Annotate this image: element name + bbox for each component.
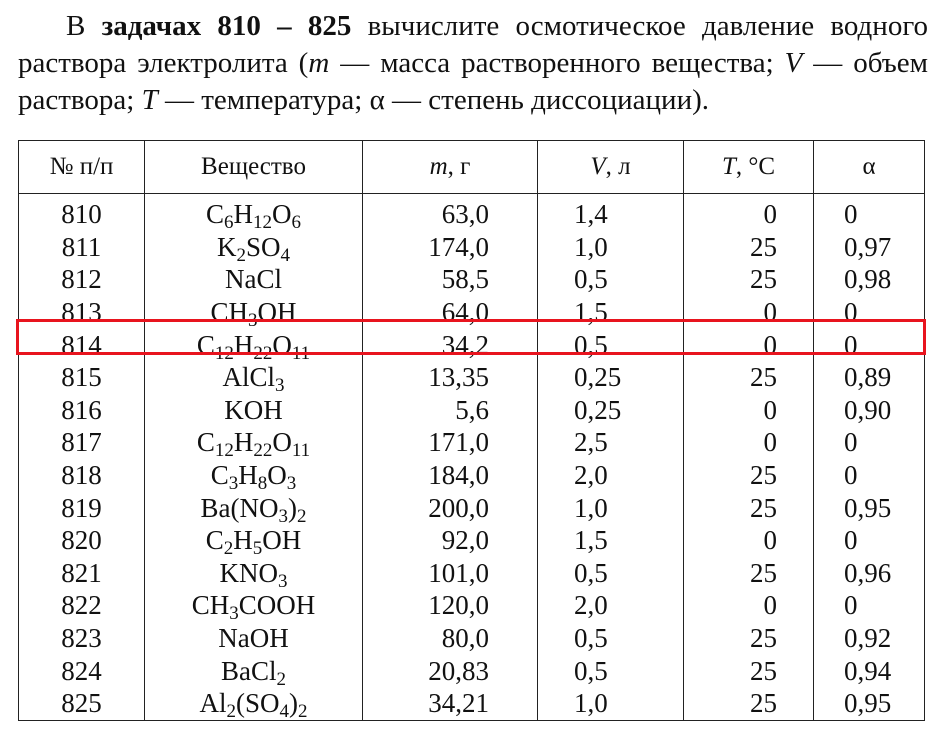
- cell-number: 810: [19, 194, 145, 231]
- cell-substance: [145, 361, 363, 397]
- header-mass-unit: , г: [447, 153, 471, 180]
- cell-volume: 1,0: [538, 687, 684, 720]
- cell-volume: 0,5: [538, 622, 684, 655]
- header-volume-unit: , л: [605, 153, 631, 180]
- formula-subscript: 3: [286, 473, 297, 495]
- cell-temperature: 25: [684, 557, 814, 590]
- temperature-variable: T: [141, 84, 158, 116]
- formula-text: K: [216, 231, 237, 262]
- intro-text-4: — температура; α — степень диссоциации).: [157, 84, 710, 116]
- table-row: [19, 459, 925, 492]
- cell-temperature: 25: [684, 491, 814, 524]
- cell-volume: 2,5: [538, 426, 684, 459]
- formula-text: O: [267, 460, 287, 491]
- table-row: [19, 194, 925, 231]
- table-row: [19, 296, 925, 329]
- table-row: [19, 263, 925, 296]
- cell-volume: 0,25: [538, 394, 684, 427]
- formula-text: Ba(NO: [200, 492, 279, 523]
- cell-number: 824: [19, 654, 145, 687]
- cell-alpha: 0,97: [814, 231, 925, 264]
- cell-number: 825: [19, 687, 145, 720]
- formula-text: ): [289, 688, 298, 719]
- cell-alpha: 0,89: [814, 361, 925, 394]
- formula-subscript: 11: [291, 440, 311, 462]
- cell-alpha: 0,98: [814, 263, 925, 296]
- formula-text: KNO: [219, 557, 278, 588]
- formula-subscript: 3: [278, 505, 288, 527]
- cell-alpha: 0: [814, 426, 925, 459]
- formula-subscript: 2: [296, 505, 307, 527]
- formula-text: SO: [245, 231, 281, 262]
- electrolyte-data-table: [18, 140, 925, 721]
- intro-text-1: вычислите осмотическое давление водного раствора электролита (: [18, 10, 928, 79]
- cell-temperature: 25: [684, 654, 814, 687]
- header-mass: [363, 141, 538, 194]
- formula-text: C: [205, 199, 224, 230]
- cell-substance: [145, 296, 363, 332]
- table-row: [19, 654, 925, 687]
- cell-temperature: 25: [684, 263, 814, 296]
- problem-statement: [18, 8, 928, 119]
- cell-substance: [145, 491, 363, 527]
- cell-substance: [145, 194, 363, 234]
- cell-substance: [145, 687, 363, 723]
- formula-subscript: 22: [253, 342, 273, 364]
- cell-substance: [145, 459, 363, 495]
- formula-text: COOH: [238, 590, 316, 621]
- cell-alpha: 0: [814, 296, 925, 329]
- cell-mass: 63,0: [363, 194, 538, 231]
- formula-subscript: 2: [236, 244, 246, 266]
- formula-text: H: [238, 460, 258, 491]
- cell-alpha: 0,96: [814, 557, 925, 590]
- cell-substance: [145, 328, 363, 364]
- formula-text: O: [272, 199, 292, 230]
- cell-number: 817: [19, 426, 145, 459]
- cell-alpha: 0: [814, 589, 925, 622]
- formula-text: (SO: [235, 688, 280, 719]
- formula-subscript: 2: [226, 701, 236, 723]
- cell-temperature: 25: [684, 622, 814, 655]
- table-row: [19, 589, 925, 622]
- formula-text: H: [233, 525, 253, 556]
- cell-mass: 101,0: [363, 557, 538, 590]
- cell-mass: 13,35: [363, 361, 538, 394]
- header-mass-var: m: [429, 153, 448, 180]
- cell-number: 820: [19, 524, 145, 557]
- header-temp-var: T: [721, 153, 736, 180]
- formula-text: O: [272, 329, 292, 360]
- cell-number: 818: [19, 459, 145, 492]
- formula-subscript: 4: [280, 244, 290, 266]
- cell-alpha: 0: [814, 524, 925, 557]
- cell-number: 822: [19, 589, 145, 622]
- cell-mass: 5,6: [363, 394, 538, 427]
- cell-volume: 0,5: [538, 328, 684, 361]
- cell-number: 815: [19, 361, 145, 394]
- cell-number: 814: [19, 328, 145, 361]
- cell-number: 812: [19, 263, 145, 296]
- formula-text: CH: [210, 297, 248, 328]
- formula-subscript: 2: [276, 668, 286, 690]
- formula-text: C: [196, 427, 215, 458]
- cell-temperature: 0: [684, 296, 814, 329]
- formula-text: OH: [262, 525, 302, 556]
- cell-temperature: 0: [684, 194, 814, 231]
- formula-subscript: 2: [223, 538, 234, 560]
- cell-substance: [145, 654, 363, 690]
- cell-alpha: 0,94: [814, 654, 925, 687]
- cell-temperature: 0: [684, 328, 814, 361]
- cell-alpha: 0: [814, 328, 925, 361]
- formula-text: KOH: [224, 394, 283, 425]
- formula-text: BaCl: [220, 655, 277, 686]
- cell-mass: 120,0: [363, 589, 538, 622]
- table-row: [19, 524, 925, 557]
- cell-temperature: 0: [684, 394, 814, 427]
- table-row: [19, 491, 925, 524]
- cell-mass: 34,2: [363, 328, 538, 361]
- cell-volume: 1,0: [538, 231, 684, 264]
- table-row: [19, 687, 925, 720]
- cell-alpha: 0,92: [814, 622, 925, 655]
- header-volume-var: V: [590, 153, 606, 180]
- cell-number: 811: [19, 231, 145, 264]
- formula-text: C: [205, 525, 224, 556]
- cell-alpha: 0: [814, 459, 925, 492]
- table-row: [19, 426, 925, 459]
- table-header-row: [19, 141, 925, 194]
- cell-volume: 2,0: [538, 459, 684, 492]
- cell-alpha: 0,95: [814, 687, 925, 720]
- cell-temperature: 25: [684, 231, 814, 264]
- formula-text: ): [287, 492, 297, 523]
- cell-mass: 58,5: [363, 263, 538, 296]
- cell-mass: 184,0: [363, 459, 538, 492]
- formula-text: C: [196, 329, 215, 360]
- cell-volume: 0,5: [538, 557, 684, 590]
- formula-subscript: 12: [214, 440, 234, 462]
- task-range: задачах 810 – 825: [101, 10, 352, 42]
- cell-temperature: 0: [684, 589, 814, 622]
- problem-text: [18, 8, 928, 119]
- formula-text: H: [233, 329, 254, 360]
- cell-number: 816: [19, 394, 145, 427]
- table-row: [19, 557, 925, 590]
- cell-mass: 200,0: [363, 491, 538, 524]
- cell-mass: 34,21: [363, 687, 538, 720]
- cell-substance: [145, 394, 363, 427]
- table-row: [19, 622, 925, 655]
- cell-mass: 92,0: [363, 524, 538, 557]
- cell-substance: [145, 622, 363, 655]
- formula-subscript: 6: [291, 212, 301, 234]
- cell-substance: [145, 524, 363, 560]
- formula-text: H: [233, 199, 253, 230]
- header-volume: [538, 141, 684, 194]
- table-row: [19, 328, 925, 361]
- cell-alpha: 0,95: [814, 491, 925, 524]
- formula-subscript: 3: [228, 473, 239, 495]
- cell-alpha: 0,90: [814, 394, 925, 427]
- formula-subscript: 4: [279, 701, 289, 723]
- formula-text: Al: [199, 688, 227, 719]
- cell-substance: [145, 263, 363, 296]
- header-substance: Вещество: [145, 141, 363, 194]
- cell-volume: 0,5: [538, 263, 684, 296]
- formula-text: CH: [191, 590, 230, 621]
- formula-text: O: [272, 427, 292, 458]
- cell-temperature: 0: [684, 426, 814, 459]
- cell-substance: [145, 426, 363, 462]
- cell-volume: 1,5: [538, 296, 684, 329]
- cell-number: 813: [19, 296, 145, 329]
- cell-volume: 1,4: [538, 194, 684, 231]
- formula-text: H: [233, 427, 254, 458]
- cell-number: 819: [19, 491, 145, 524]
- cell-mass: 64,0: [363, 296, 538, 329]
- formula-subscript: 22: [253, 440, 273, 462]
- cell-substance: [145, 231, 363, 264]
- header-alpha: α: [814, 141, 925, 194]
- cell-mass: 174,0: [363, 231, 538, 264]
- cell-alpha: 0: [814, 194, 925, 231]
- cell-temperature: 25: [684, 687, 814, 720]
- cell-mass: 20,83: [363, 654, 538, 687]
- cell-volume: 2,0: [538, 589, 684, 622]
- formula-subscript: 11: [291, 342, 311, 364]
- table-body: [19, 194, 925, 721]
- cell-volume: 1,5: [538, 524, 684, 557]
- formula-subscript: 8: [257, 473, 268, 495]
- table-row: [19, 231, 925, 264]
- cell-substance: [145, 589, 363, 625]
- formula-subscript: 5: [252, 538, 263, 560]
- formula-text: NaCl: [225, 264, 282, 295]
- formula-subscript: 12: [253, 212, 272, 234]
- formula-text: OH: [257, 297, 297, 328]
- formula-subscript: 6: [224, 212, 234, 234]
- cell-temperature: 25: [684, 361, 814, 394]
- formula-subscript: 3: [229, 603, 239, 625]
- formula-subscript: 3: [278, 570, 288, 592]
- formula-subscript: 2: [298, 701, 308, 723]
- cell-number: 821: [19, 557, 145, 590]
- header-temperature: [684, 141, 814, 194]
- volume-variable: V: [784, 47, 803, 79]
- intro-text-3: — объем раствора;: [18, 47, 928, 116]
- cell-number: 823: [19, 622, 145, 655]
- cell-substance: [145, 557, 363, 590]
- intro-text-2: — масса растворенного вещества;: [329, 47, 785, 79]
- formula-subscript: 3: [248, 310, 258, 332]
- cell-volume: 0,5: [538, 654, 684, 687]
- formula-text: AlCl: [222, 362, 275, 393]
- formula-subscript: 12: [214, 342, 234, 364]
- table-row: [19, 394, 925, 427]
- formula-text: NaOH: [218, 623, 289, 654]
- cell-temperature: 0: [684, 524, 814, 557]
- intro-prefix: В: [66, 10, 102, 42]
- cell-volume: 0,25: [538, 361, 684, 394]
- cell-temperature: 25: [684, 459, 814, 492]
- table-row: [19, 361, 925, 394]
- formula-text: C: [210, 460, 229, 491]
- mass-variable: m: [308, 47, 330, 79]
- formula-subscript: 3: [275, 375, 285, 397]
- cell-mass: 80,0: [363, 622, 538, 655]
- cell-volume: 1,0: [538, 491, 684, 524]
- header-number: № п/п: [19, 141, 145, 194]
- cell-mass: 171,0: [363, 426, 538, 459]
- header-temp-unit: , °С: [735, 153, 776, 180]
